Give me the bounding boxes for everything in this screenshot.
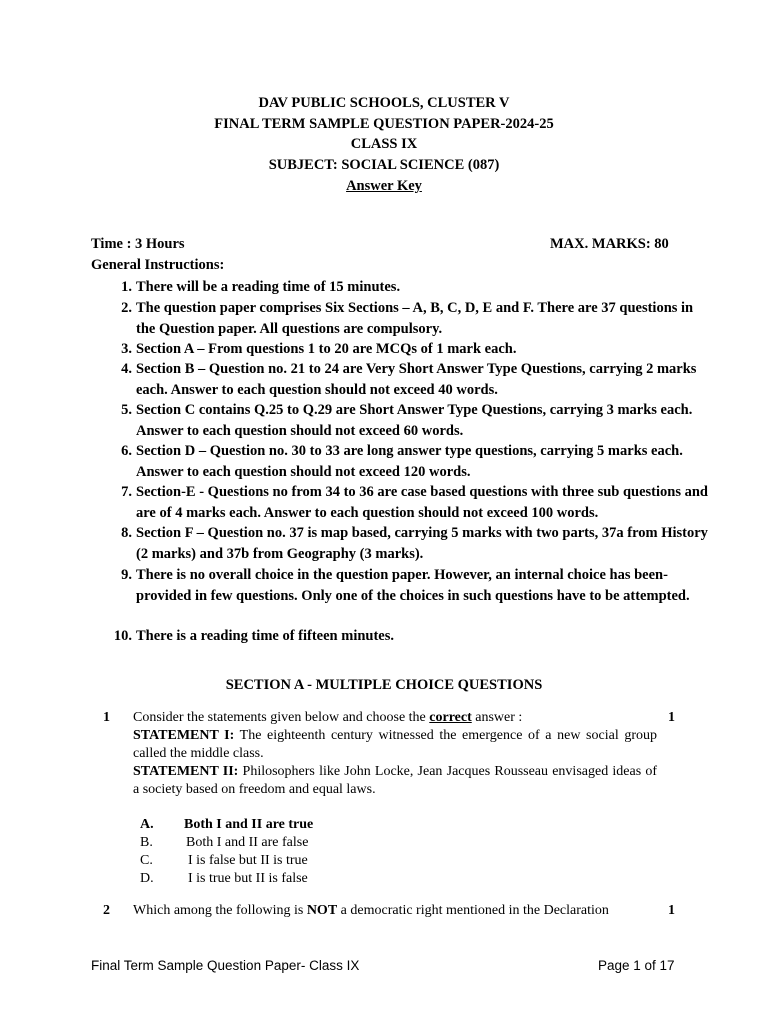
instruction-text: Section C contains Q.25 to Q.29 are Short Answer Type Questions, carrying 3 marks each. Answer to each question should not exceed 60 words.	[136, 402, 693, 439]
question-marks: 1	[668, 710, 675, 725]
instruction-item	[110, 523, 710, 564]
class-title: CLASS IX	[350, 136, 418, 152]
instruction-item	[110, 298, 710, 339]
instruction-number: 6.	[121, 443, 132, 459]
statement-text: The eighteenth century witnessed the emergence of a new social group called the middle class.	[133, 728, 657, 761]
instruction-number: 9.	[121, 567, 132, 583]
instruction-item	[110, 359, 710, 400]
page-number: Page 1 of 17	[598, 958, 675, 973]
prompt-text-end: a democratic right mentioned in the Declaration	[337, 903, 609, 918]
instruction-text: Section B – Question no. 21 to 24 are Very Short Answer Type Questions, carrying 2 marks each. Answer to each question should not exceed 40 words.	[136, 361, 697, 398]
instruction-text: There is no overall choice in the question paper. However, an internal choice has been-provided in few questions. Only one of the choices in such questions have to be attempted.	[136, 567, 690, 604]
subject-title: SUBJECT: SOCIAL SCIENCE (087)	[268, 157, 500, 173]
instruction-text: The question paper comprises Six Sections – A, B, C, D, E and F. There are 37 questions in the Question paper. All questions are compulsory.	[136, 300, 694, 337]
option-letter: C.	[140, 853, 153, 868]
question-prompt	[133, 709, 663, 727]
paper-title: FINAL TERM SAMPLE QUESTION PAPER-2024-25	[214, 116, 554, 132]
instruction-number: 10.	[113, 628, 132, 644]
school-title: DAV PUBLIC SCHOOLS, CLUSTER V	[258, 95, 510, 111]
instruction-item	[110, 565, 710, 606]
option-text-correct: Both I and II are true	[184, 817, 314, 832]
question-number: 2	[103, 903, 110, 918]
answer-key-title: Answer Key	[346, 178, 422, 194]
instruction-text: Section-E - Questions no from 34 to 36 are case based questions with three sub questions and are of 4 marks each. Answer to each question should not exceed 100 words.	[136, 484, 708, 521]
prompt-emphasis: NOT	[306, 903, 338, 918]
statement-label: STATEMENT II:	[133, 764, 239, 779]
prompt-text-end: answer :	[471, 710, 523, 725]
instruction-text: There is a reading time of fifteen minutes.	[136, 628, 395, 644]
footer-title: Final Term Sample Question Paper- Class IX	[91, 958, 360, 973]
option-letter: A.	[140, 817, 154, 832]
instruction-item	[110, 626, 710, 647]
prompt-emphasis: correct	[429, 710, 472, 725]
instruction-text: Section D – Question no. 30 to 33 are long answer type questions, carrying 5 marks each. Answer to each question should not exceed 120 words.	[136, 443, 683, 480]
instruction-item	[110, 400, 710, 441]
section-title: SECTION A - MULTIPLE CHOICE QUESTIONS	[225, 677, 543, 693]
question-marks: 1	[668, 903, 675, 918]
statement-label: STATEMENT I:	[133, 728, 235, 743]
instructions-heading: General Instructions:	[91, 257, 225, 273]
statement-2	[133, 763, 657, 799]
instruction-item	[110, 441, 710, 482]
statement-1	[133, 727, 657, 763]
instruction-item	[110, 339, 710, 360]
instruction-text: Section F – Question no. 37 is map based, carrying 5 marks with two parts, 37a from History (2 marks) and 37b from Geography (3 marks).	[136, 525, 708, 562]
prompt-text: Which among the following is	[133, 903, 307, 918]
option-letter: B.	[140, 835, 153, 850]
instruction-item	[110, 482, 710, 523]
instruction-text: There will be a reading time of 15 minutes.	[136, 279, 401, 295]
instruction-number: 7.	[121, 484, 132, 500]
time-label: Time : 3 Hours	[91, 236, 185, 252]
instruction-item	[110, 277, 710, 298]
max-marks-label: MAX. MARKS: 80	[550, 236, 669, 252]
option-text: I is false but II is true	[188, 853, 308, 868]
instruction-number: 3.	[121, 341, 132, 357]
option-text: I is true but II is false	[188, 871, 308, 886]
statement-text: Philosophers like John Locke, Jean Jacques Rousseau envisaged ideas of a society based on freedom and equal laws.	[133, 764, 658, 797]
prompt-text: Consider the statements given below and choose the	[133, 710, 430, 725]
instruction-number: 5.	[121, 402, 132, 418]
option-letter: D.	[140, 871, 154, 886]
instruction-number: 4.	[121, 361, 132, 377]
instruction-number: 8.	[121, 525, 132, 541]
option-text: Both I and II are false	[186, 835, 309, 850]
instruction-number: 2.	[121, 300, 132, 316]
question-prompt	[133, 902, 663, 920]
instruction-number: 1.	[121, 279, 132, 295]
instruction-text: Section A – From questions 1 to 20 are MCQs of 1 mark each.	[136, 341, 517, 357]
question-number: 1	[103, 710, 110, 725]
